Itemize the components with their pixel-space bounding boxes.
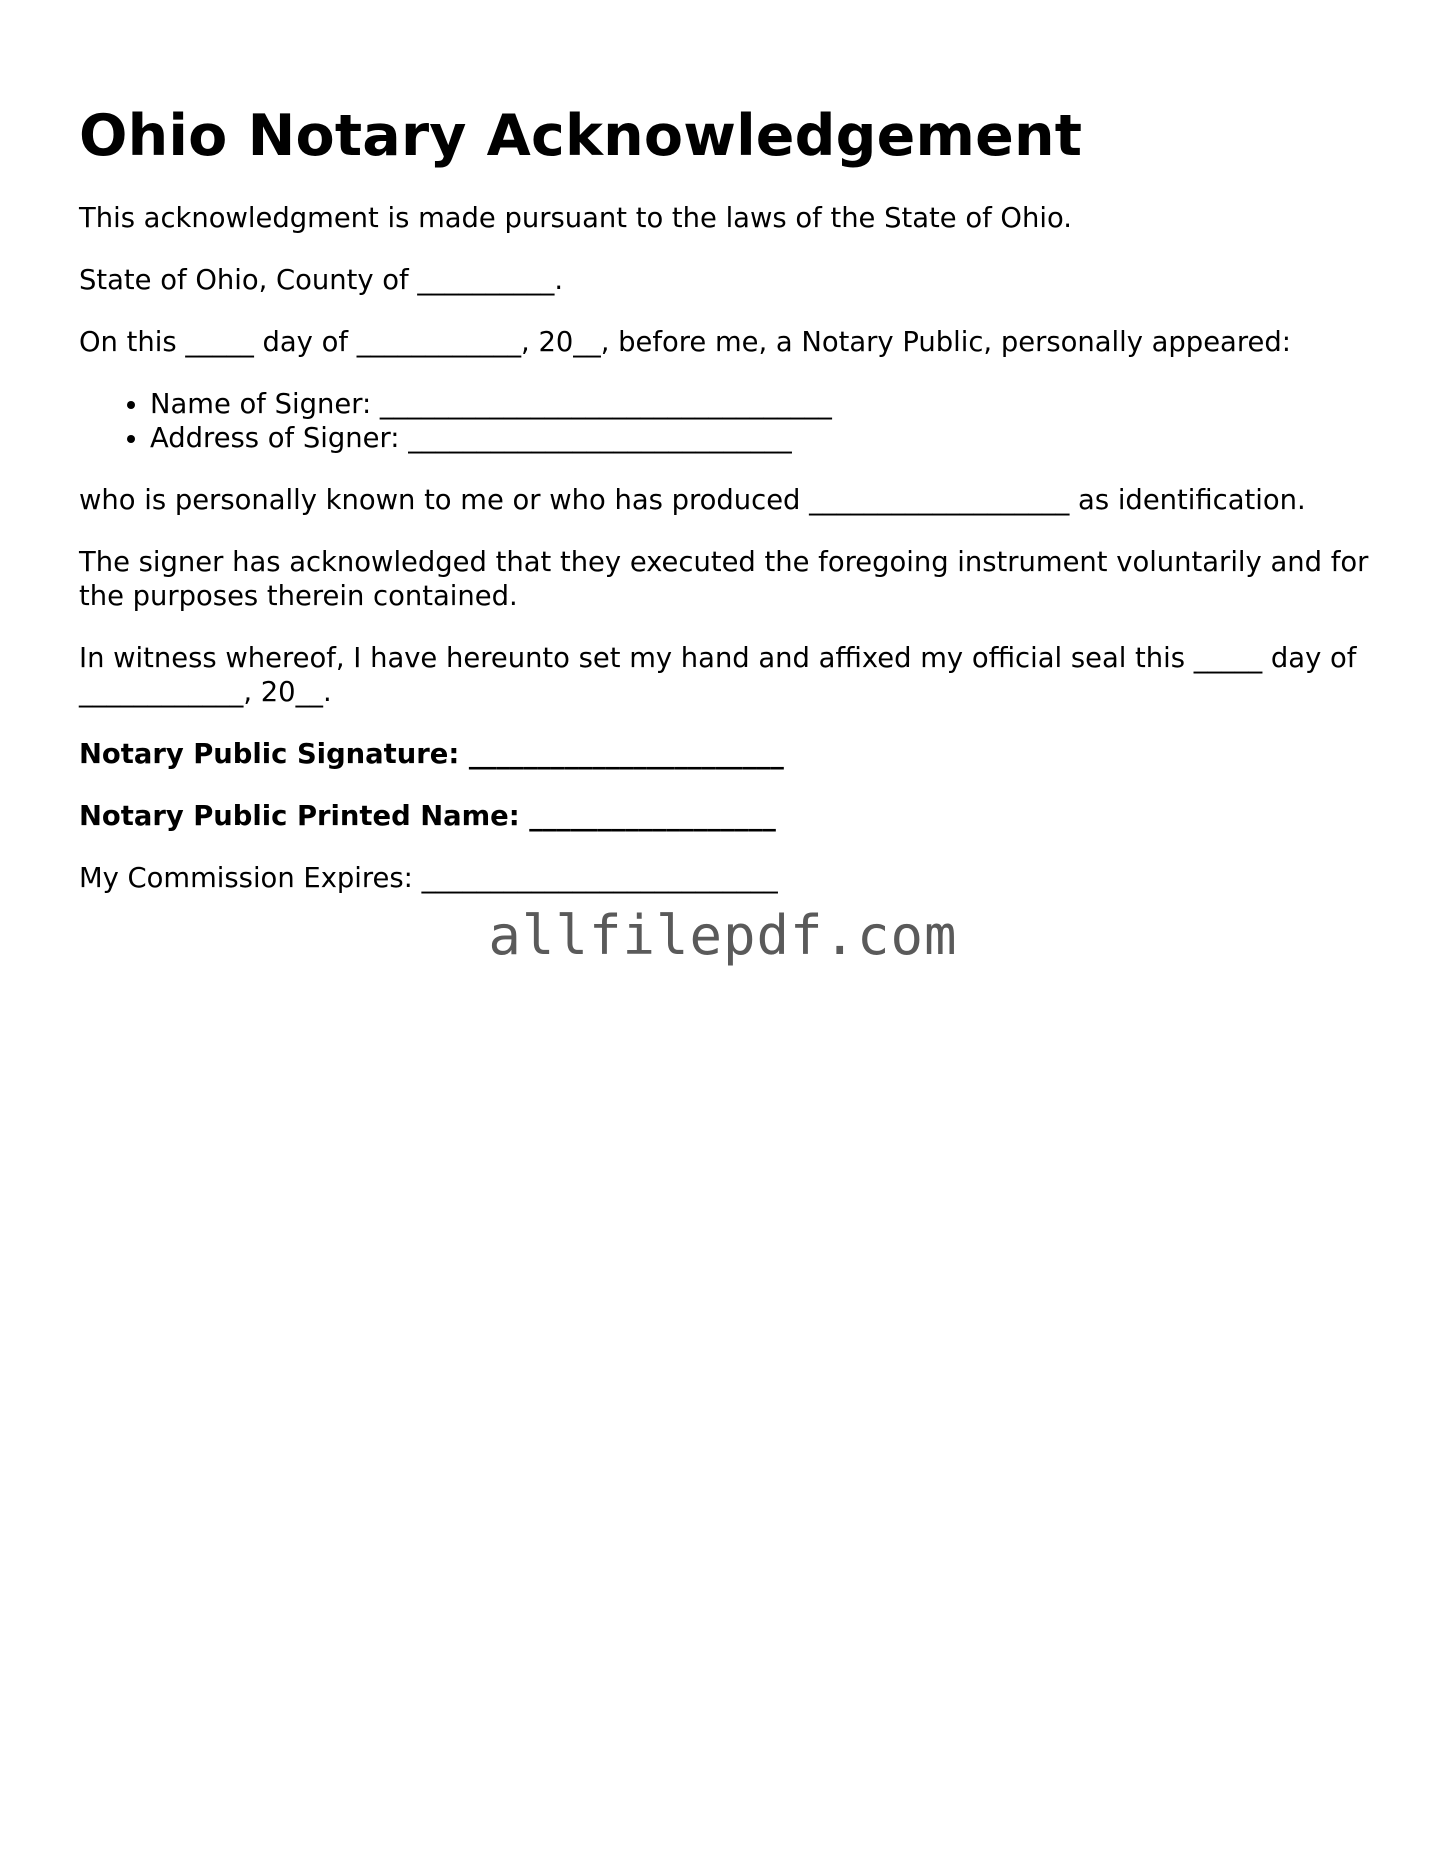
document-title: Ohio Notary Acknowledgement <box>79 103 1083 169</box>
intro-paragraph: This acknowledgment is made pursuant to the laws of the State of Ohio. <box>79 203 1072 234</box>
document-page <box>79 96 1369 924</box>
appearance-paragraph: On this _____ day of ____________, 20__, before me, a Notary Public, personally appeared: <box>79 327 1291 358</box>
venue-line: State of Ohio, County of __________. <box>79 265 564 296</box>
signer-address-field: • Address of Signer: ____________________________ <box>150 422 1369 456</box>
notary-printed-name-line: Notary Public Printed Name: __________________ <box>79 801 776 832</box>
commission-expires-line: My Commission Expires: __________________________ <box>79 863 778 894</box>
witness-paragraph: In witness whereof, I have hereunto set my hand and affixed my official seal this _____ day of ____________, 20__. <box>79 643 1357 708</box>
signer-name-field: • Name of Signer: _________________________________ <box>150 388 1369 422</box>
identification-paragraph: who is personally known to me or who has produced ___________________ as identification. <box>79 485 1306 516</box>
watermark-text: allfilepdf.com <box>488 904 958 967</box>
notary-signature-line: Notary Public Signature: _______________________ <box>79 739 784 770</box>
signer-fields-list <box>79 388 1369 456</box>
acknowledgement-paragraph: The signer has acknowledged that they executed the foregoing instrument voluntarily and for the purposes therein contained. <box>79 547 1369 612</box>
